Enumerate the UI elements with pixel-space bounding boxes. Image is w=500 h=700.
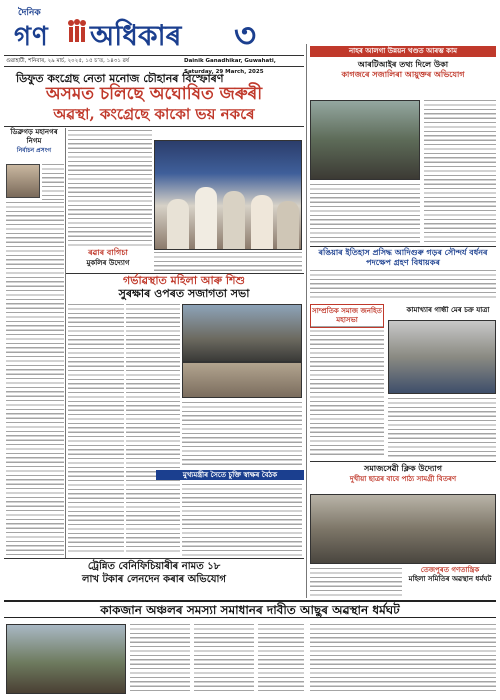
right-headline-5-line2: মহিলা সমিতিৰ অৱস্থান ধৰ্মঘট (408, 575, 492, 583)
section-rule (4, 558, 304, 559)
right-story-4-body (310, 568, 402, 598)
right-headline-4 (310, 464, 496, 484)
left-headline-text: ডিব্ৰুগড় মহানগৰ নিগম (10, 128, 58, 145)
lead-headline (4, 84, 304, 124)
lead-photo-caption (154, 252, 302, 272)
second-story-headline (64, 274, 304, 300)
section-rule (310, 461, 496, 462)
bottom-banner-headline: কাকজান অঞ্চলৰ সমস্যা সমাধানৰ দাবীত আছুৰ অৱস্থান ধৰ্মঘট (4, 600, 496, 618)
left-text-block (42, 164, 64, 200)
right-headline-3: কামাখ্যাৰ গান্ধী মেৰ চক্ৰ যাত্ৰা (406, 306, 490, 314)
second-story-col2 (126, 304, 180, 554)
right-story-photo-1 (310, 100, 420, 180)
third-headline-line1: ট্ৰেন্নিত বেনিফিচিয়াৰীৰ নামত ১৮ (87, 561, 221, 572)
second-headline-line2: সুৰক্ষাৰ ওপৰত সজাগতা সভা (118, 287, 250, 300)
lead-story-body (68, 130, 152, 246)
column-divider (306, 44, 307, 598)
masthead-page-number: ৩ (234, 16, 257, 56)
lead-headline-line2: অৱস্থা, কংগ্ৰেছে কাকো ভয় নকৰে (53, 105, 255, 123)
right-story-2-body (310, 270, 496, 300)
second-story-col3 (182, 402, 302, 466)
right-headline-4-title: সমাজসেৱী ক্লিক উদ্যোগ (364, 464, 442, 473)
right-headline-2: ৰঙিয়াৰ ইতিহাস প্ৰসিদ্ধ আদিগুৰু গড়ৰ সৌন্দৰ্য বৰ্ধনৰ পদক্ষেপ গ্ৰহণ বিধায়কৰ (318, 248, 488, 267)
dateline (4, 55, 304, 75)
second-story-photo (182, 304, 302, 362)
dateline-english: Dainik Ganadhikar, Guwahati, Saturday, 29 March, 2025 (184, 58, 276, 75)
right-box-body (310, 326, 384, 458)
box-story-headline (66, 248, 150, 274)
second-story-photo-lower (182, 362, 302, 398)
right-headline-4-sub: দুখীয়া ছাত্ৰৰ বাবে পাঠ্য সামগ্ৰী বিতৰণ (349, 475, 457, 483)
right-story-3-body (388, 398, 496, 458)
right-headline-5 (404, 566, 496, 584)
second-story-col1 (68, 304, 124, 554)
second-headline-line1: গৰ্ভাৱস্থাত মহিলা আৰু শিশু (123, 274, 245, 287)
newspaper-page (4, 4, 496, 696)
lead-story-photo (154, 140, 302, 250)
mid-sub-headline: মুখ্যমন্ত্ৰীৰ সৈতে চুক্তি স্বাক্ষৰ বৈঠক (156, 470, 304, 480)
right-headline-5-line1: তেজপুৰত গণতান্ত্ৰিক (420, 566, 480, 574)
sub-story-body (182, 484, 302, 556)
box-story-subhead: মুকলিৰ উদ্যোগ (86, 259, 130, 267)
lead-kicker: ডিফুত কংগ্ৰেছ নেতা মনোজ চৌহানৰ বিস্ফোৰণ (16, 72, 224, 85)
left-column-body (6, 202, 64, 556)
right-headline-1 (310, 60, 496, 80)
right-story-photo-3 (310, 494, 496, 564)
right-top-banner: নাহৰ আলগা উন্নয়ন খণ্ডত আৰম্ভ কাম (310, 46, 496, 57)
left-column-headline (4, 128, 64, 155)
left-headline-subhead: নিৰ্বাচন প্ৰসংগ (16, 147, 52, 154)
masthead-daily-label: দৈনিক (18, 8, 41, 18)
section-rule (310, 246, 496, 247)
section-rule (4, 126, 304, 127)
third-headline-line2: লাখ টকাৰ লেনদেন কৰাৰ অভিযোগ (82, 574, 226, 585)
right-box-headline: সাম্প্ৰতিক সমাজ জনহিত মহাসভা (310, 304, 384, 328)
right-headline-1-line1: আৰটিআইৰ তথ্য দিলে উকা (357, 60, 449, 69)
column-divider (65, 128, 66, 558)
right-story-photo-2 (388, 320, 496, 394)
right-story-5-body (310, 624, 496, 694)
left-column-photo (6, 164, 40, 198)
bottom-story-col1 (130, 624, 190, 694)
masthead-title-part2: অধিকাৰ (90, 19, 182, 52)
masthead-people-logo-icon (66, 18, 88, 44)
dateline-local: গুৱাহাটী, শনিবাৰ, ২৯ মাৰ্চ, ২০২৫, ১৫ চ’ত, ১৪৩১ ৱৰ্ষ (6, 58, 129, 64)
right-story-1-body-b (310, 184, 420, 244)
right-story-1-body-a (424, 100, 496, 244)
right-headline-1-line2: কাগজৰে সজালিৰা আয়ুক্তৰ অভিযোগ (341, 70, 465, 79)
third-story-headline (4, 560, 304, 586)
bottom-story-col2 (194, 624, 254, 694)
bottom-story-col3 (258, 624, 304, 694)
bottom-story-photo (6, 624, 126, 694)
lead-headline-line1: অসমত চলিছে অঘোষিত জৰুৰী (45, 84, 263, 104)
box-story-title: ৰৱাৰ বাগিচা (88, 248, 128, 257)
masthead-title-part1: গণ (14, 22, 49, 52)
